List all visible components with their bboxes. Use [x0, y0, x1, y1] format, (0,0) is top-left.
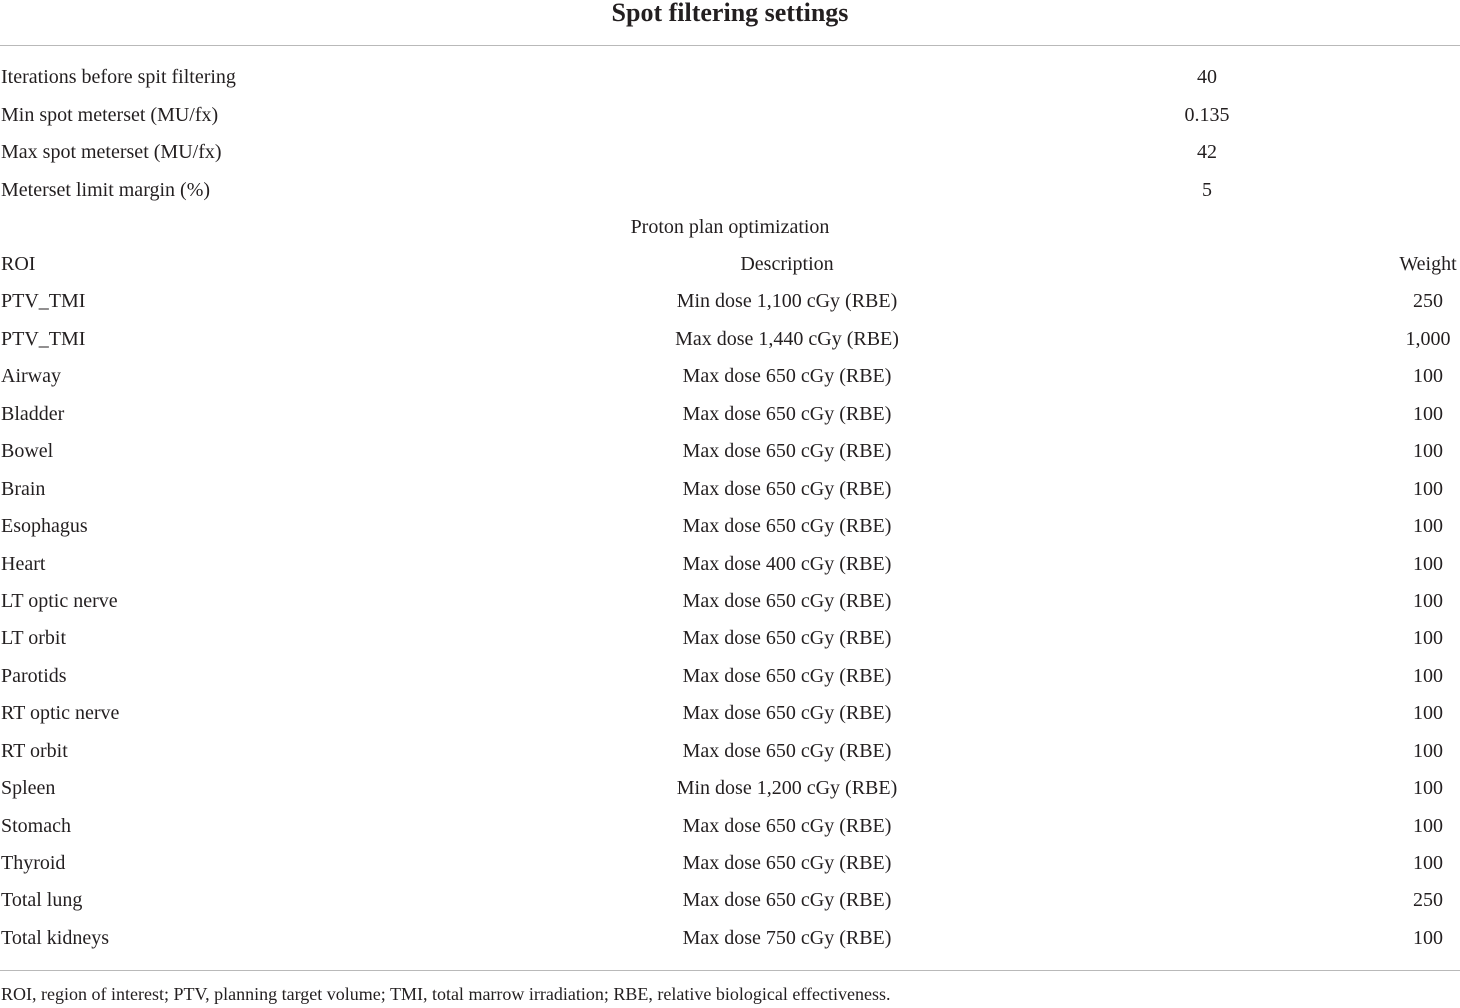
spot-label: Meterset limit margin (%): [1, 178, 211, 201]
spot-row: [0, 134, 1460, 172]
description-cell: Max dose 650 cGy (RBE): [682, 589, 892, 612]
roi-cell: Stomach: [1, 814, 71, 837]
weight-cell: 100: [1413, 777, 1443, 800]
spot-label: Max spot meterset (MU/fx): [1, 141, 222, 163]
description-cell: Min dose 1,200 cGy (RBE): [676, 777, 898, 800]
table-row: [0, 920, 1460, 957]
weight-cell: 100: [1413, 440, 1443, 463]
weight-cell: 100: [1413, 739, 1443, 762]
spot-value: 42: [1197, 141, 1217, 163]
description-cell: Min dose 1,100 cGy (RBE): [676, 290, 898, 313]
weight-cell: 100: [1413, 702, 1443, 725]
column-header-roi: ROI: [1, 253, 36, 275]
table-row: [0, 882, 1460, 919]
description-cell: Max dose 650 cGy (RBE): [682, 477, 892, 500]
roi-cell: Airway: [1, 365, 61, 388]
spot-value: 40: [1197, 66, 1217, 88]
weight-cell: 1,000: [1405, 327, 1451, 350]
weight-cell: 100: [1413, 664, 1443, 687]
spot-row: [0, 59, 1460, 97]
roi-cell: Total lung: [1, 889, 83, 912]
table-row: [0, 808, 1460, 845]
roi-cell: Spleen: [1, 777, 56, 800]
roi-cell: PTV_TMI: [1, 327, 86, 350]
description-cell: Max dose 400 cGy (RBE): [682, 552, 892, 575]
optimization-table: [0, 246, 1460, 957]
table-row: [0, 620, 1460, 657]
table-row: [0, 546, 1460, 583]
spot-label: Min spot meterset (MU/fx): [1, 103, 219, 126]
weight-cell: 100: [1413, 365, 1443, 388]
table-row: [0, 396, 1460, 433]
weight-cell: 250: [1413, 290, 1443, 313]
table-row: [0, 845, 1460, 882]
description-cell: Max dose 650 cGy (RBE): [682, 814, 892, 837]
table-row: [0, 283, 1460, 320]
description-cell: Max dose 650 cGy (RBE): [682, 739, 892, 762]
description-cell: Max dose 750 cGy (RBE): [682, 926, 892, 949]
roi-cell: LT optic nerve: [1, 589, 118, 612]
description-cell: Max dose 650 cGy (RBE): [682, 889, 892, 912]
roi-cell: PTV_TMI: [1, 290, 86, 313]
table-row: [0, 321, 1460, 358]
column-header-weight: Weight: [1399, 253, 1457, 275]
roi-cell: Brain: [1, 477, 46, 500]
weight-cell: 100: [1413, 402, 1443, 425]
weight-cell: 250: [1413, 889, 1443, 912]
table-row: [0, 658, 1460, 695]
page-title: Spot filtering settings: [611, 0, 849, 27]
description-cell: Max dose 650 cGy (RBE): [682, 365, 892, 388]
description-cell: Max dose 1,440 cGy (RBE): [675, 327, 899, 350]
spot-row: [0, 172, 1460, 210]
weight-cell: 100: [1413, 627, 1443, 650]
weight-cell: 100: [1413, 926, 1443, 949]
weight-cell: 100: [1413, 852, 1443, 874]
roi-cell: Parotids: [1, 664, 67, 687]
roi-cell: Esophagus: [1, 515, 88, 538]
table-row: [0, 733, 1460, 770]
description-cell: Max dose 650 cGy (RBE): [682, 515, 892, 538]
footnote: ROI, region of interest; PTV, planning target volume; TMI, total marrow irradiation; RBE, relative biological effectiveness.: [1, 984, 891, 1004]
weight-cell: 100: [1413, 814, 1443, 837]
roi-cell: Total kidneys: [1, 926, 110, 949]
spot-label: Iterations before spit filtering: [1, 66, 236, 88]
spot-row: [0, 97, 1460, 135]
weight-cell: 100: [1413, 477, 1443, 500]
roi-cell: Heart: [1, 552, 46, 575]
description-cell: Max dose 650 cGy (RBE): [682, 627, 892, 650]
column-header-description: Description: [740, 253, 834, 275]
table-row: [0, 471, 1460, 508]
roi-cell: Bowel: [1, 440, 54, 463]
table-row: [0, 695, 1460, 732]
description-cell: Max dose 650 cGy (RBE): [682, 440, 892, 463]
roi-cell: Thyroid: [1, 852, 66, 874]
roi-cell: Bladder: [1, 402, 65, 425]
spot-settings-table: [0, 59, 1460, 209]
description-cell: Max dose 650 cGy (RBE): [682, 702, 892, 725]
weight-cell: 100: [1413, 515, 1443, 538]
description-cell: Max dose 650 cGy (RBE): [682, 402, 892, 425]
roi-cell: RT optic nerve: [1, 702, 120, 725]
bottom-rule: [0, 970, 1460, 971]
table-row: [0, 433, 1460, 470]
table-row: [0, 770, 1460, 807]
header-row: [0, 246, 1460, 283]
spot-value: 5: [1202, 178, 1212, 201]
table-row: [0, 358, 1460, 395]
top-rule: [0, 45, 1460, 46]
roi-cell: RT orbit: [1, 739, 68, 762]
table-row: [0, 583, 1460, 620]
table-row: [0, 508, 1460, 545]
description-cell: Max dose 650 cGy (RBE): [682, 852, 892, 874]
description-cell: Max dose 650 cGy (RBE): [682, 664, 892, 687]
section-heading: Proton plan optimization: [630, 216, 830, 238]
weight-cell: 100: [1413, 589, 1443, 612]
roi-cell: LT orbit: [1, 627, 67, 650]
weight-cell: 100: [1413, 552, 1443, 575]
spot-value: 0.135: [1184, 103, 1230, 126]
